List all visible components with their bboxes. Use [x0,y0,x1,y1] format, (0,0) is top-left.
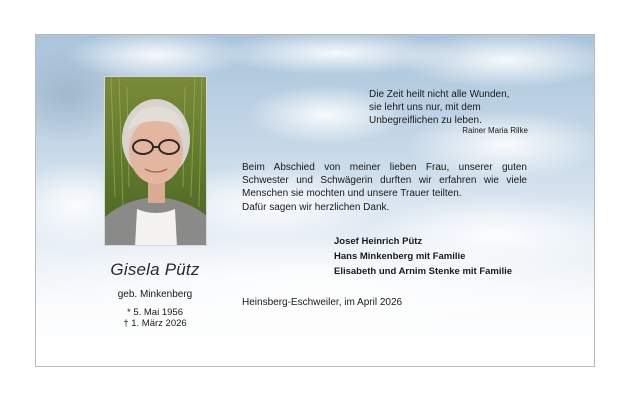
place-date: Heinsberg-Eschweiler, im April 2026 [242,297,403,308]
signer: Hans Minkenberg mit Familie [334,251,466,262]
portrait-photo [104,76,207,246]
message-line: Beim Abschied von meiner lieben Frau, unserer guten [242,162,527,173]
quote [369,88,559,127]
mourning-card [35,34,595,367]
quote-line: Unbegreiflichen zu leben. [369,115,482,126]
deceased-name: Gisela Pütz [110,260,200,279]
birth-date: * 5. Mai 1956 [127,307,183,318]
quote-line: sie lehrt uns nur, mit dem [369,102,481,113]
condolence-message [242,161,527,200]
quote-author: Rainer Maria Rilke [462,126,528,135]
life-dates [92,307,218,329]
signer: Elisabeth und Arnim Stenke mit Familie [334,266,513,277]
quote-line: Die Zeit heilt nicht alle Wunden, [369,89,510,100]
signers-list [334,234,564,279]
thanks-line: Dafür sagen wir herzlichen Dank. [242,202,390,213]
message-line: Menschen sie mochten und unsere Trauer teilten. [242,188,462,199]
message-line: Schwester und Schwägerin durften wir erfahren wie viele [242,175,527,186]
signer: Josef Heinrich Pütz [334,236,423,247]
death-date: † 1. März 2026 [123,318,187,329]
maiden-name: geb. Minkenberg [117,289,193,300]
